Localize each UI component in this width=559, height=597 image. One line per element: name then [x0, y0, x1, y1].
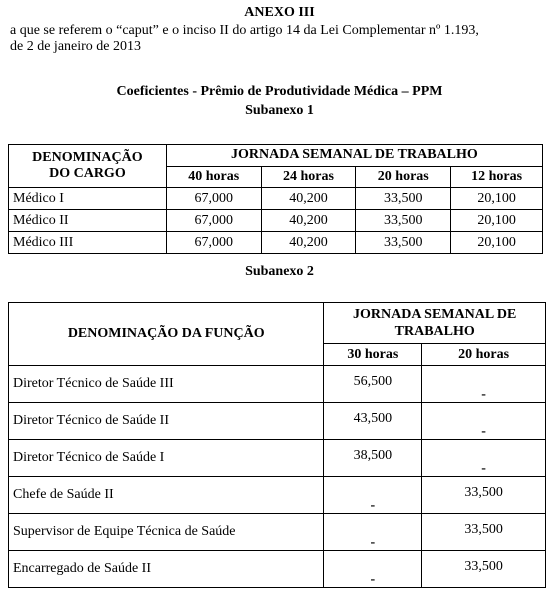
value-cell: [422, 366, 546, 403]
funcao-name: Supervisor de Equipe Técnica de Saúde: [9, 514, 324, 551]
value-cell: 40,200: [261, 210, 356, 232]
value-cell: 33,500: [356, 188, 451, 210]
dash-mark: -: [481, 461, 486, 476]
value-cell: 40,200: [261, 188, 356, 210]
value-cell: [324, 366, 422, 403]
value-cell: [324, 514, 422, 551]
value-cell: [422, 440, 546, 477]
dash-mark: -: [481, 424, 486, 439]
funcao-name: Diretor Técnico de Saúde III: [9, 366, 324, 403]
value-cell: [324, 551, 422, 588]
value-cell: 67,000: [166, 188, 261, 210]
table-header-row: [9, 145, 543, 167]
value-cell: [324, 440, 422, 477]
subanexo-2-title: Subanexo 2: [245, 264, 314, 279]
table-row: [9, 188, 543, 210]
header-cargo-line-2: DO CARGO: [49, 166, 126, 181]
table-row: [9, 514, 546, 551]
dash-mark: -: [370, 572, 376, 587]
main-title: Coeficientes - Prêmio de Produtividade Médica – PPM: [116, 84, 443, 99]
subanexo-1-title: Subanexo 1: [245, 103, 314, 118]
table-row: [9, 210, 543, 232]
header-jornada-line-1: JORNADA SEMANAL DE: [353, 307, 517, 322]
table-row: [9, 366, 546, 403]
value-text: 38,500: [353, 448, 393, 463]
table-row: [9, 232, 543, 254]
value-cell: 20,100: [451, 210, 543, 232]
column-header: 30 horas: [324, 344, 422, 366]
value-cell: 67,000: [166, 210, 261, 232]
value-text: 33,500: [464, 559, 503, 574]
value-text: 33,500: [464, 485, 503, 500]
subanexo-1-table: [8, 144, 543, 254]
intro-line-1: a que se referem o “caput” e o inciso II do artigo 14 da Lei Complementar nº 1.193,: [10, 23, 479, 38]
subanexo-2-table: [8, 302, 546, 588]
value-cell: 20,100: [451, 188, 543, 210]
value-cell: [422, 403, 546, 440]
dash-mark: -: [370, 535, 376, 550]
header-jornada-line-2: TRABALHO: [394, 324, 475, 339]
column-header: 24 horas: [261, 166, 356, 188]
header-jornada: JORNADA SEMANAL DE TRABALHO: [166, 145, 542, 167]
header-funcao: DENOMINAÇÃO DA FUNÇÃO: [9, 303, 324, 366]
value-cell: 20,100: [451, 232, 543, 254]
column-header: 12 horas: [451, 166, 543, 188]
table-row: [9, 403, 546, 440]
value-cell: [324, 477, 422, 514]
table-row: [9, 551, 546, 588]
dash-mark: -: [370, 498, 376, 513]
table-row: [9, 477, 546, 514]
annex-title: ANEXO III: [244, 5, 315, 20]
table-header-row: [9, 303, 546, 344]
value-cell: [422, 551, 546, 588]
value-cell: 33,500: [356, 232, 451, 254]
value-cell: [422, 514, 546, 551]
cargo-name: Médico I: [9, 188, 167, 210]
column-header: 40 horas: [166, 166, 261, 188]
value-cell: [422, 477, 546, 514]
header-cargo-cell: [9, 145, 167, 188]
funcao-name: Chefe de Saúde II: [9, 477, 324, 514]
header-cargo-line-1: DENOMINAÇÃO: [32, 150, 143, 165]
column-header: 20 horas: [422, 344, 546, 366]
value-cell: [324, 403, 422, 440]
intro-line-2: de 2 de janeiro de 2013: [10, 39, 142, 54]
dash-mark: -: [481, 387, 486, 402]
cargo-name: Médico III: [9, 232, 167, 254]
value-cell: 67,000: [166, 232, 261, 254]
funcao-name: Diretor Técnico de Saúde I: [9, 440, 324, 477]
funcao-name: Diretor Técnico de Saúde II: [9, 403, 324, 440]
table-row: [9, 440, 546, 477]
value-text: 56,500: [353, 374, 393, 389]
cargo-name: Médico II: [9, 210, 167, 232]
column-header: 20 horas: [356, 166, 451, 188]
value-text: 43,500: [353, 411, 393, 426]
header-jornada: [324, 303, 546, 344]
value-text: 33,500: [464, 522, 503, 537]
value-cell: 33,500: [356, 210, 451, 232]
funcao-name: Encarregado de Saúde II: [9, 551, 324, 588]
value-cell: 40,200: [261, 232, 356, 254]
